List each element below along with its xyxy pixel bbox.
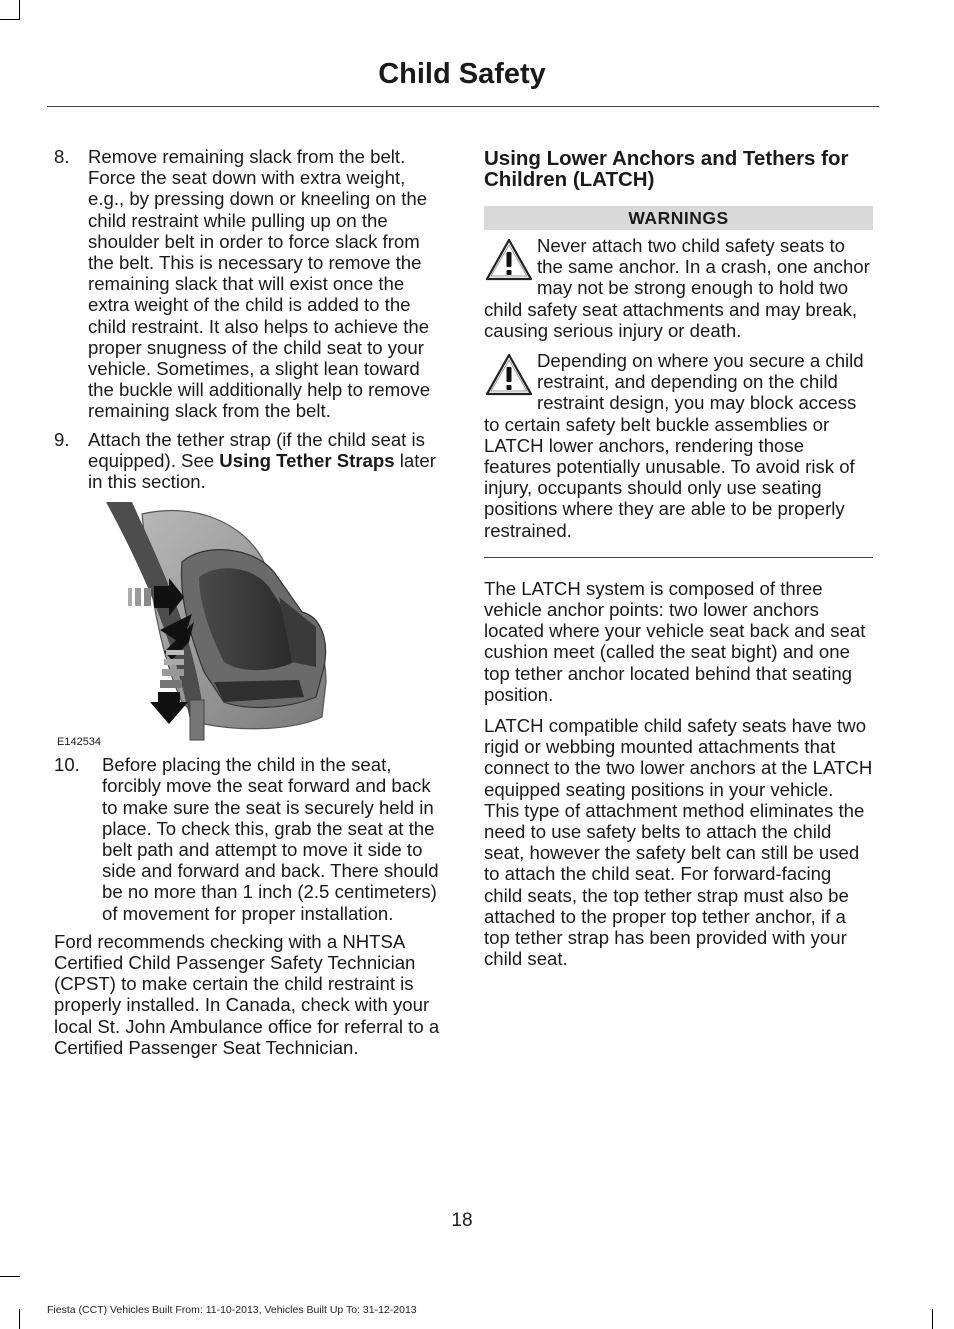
cross-reference-link[interactable]: Using Tether Straps xyxy=(219,449,395,471)
child-seat-drawing xyxy=(54,502,446,744)
latch-paragraph: The LATCH system is composed of three vehicle anchor points: two lower anchors located where your vehicle seat back and seat cushion meet (called the seat bight) and one top tether anchor located behind that seating position. xyxy=(484,577,866,705)
list-text: Attach the tether strap (if the child seat is equipped). See xyxy=(88,428,425,471)
title-divider xyxy=(47,106,879,107)
figure-id: E142534 xyxy=(57,736,102,749)
footer-text: Fiesta (CCT) Vehicles Built From: 11-10-2013, Vehicles Built Up To: 31-12-2013 xyxy=(47,1304,417,1316)
crop-mark xyxy=(19,1309,20,1329)
right-column xyxy=(484,146,873,970)
warning-text: Depending on where you secure a child restraint, and depending on the child restraint design, you may block access to certain safety belt buckle assemblies or LATCH lower anchors, rendering those features potentially unusable. To avoid risk of injury, occupants should only use seating positions where they are able to be properly restrained. xyxy=(484,350,864,541)
warning-triangle-icon xyxy=(484,237,534,283)
warning-item xyxy=(484,350,873,541)
list-text: Remove remaining slack from the belt. Force the seat down with extra weight, e.g., by pressing down or kneeling on the child restraint while pulling up on the shoulder belt in order to force slack from the belt. This is necessary to remove the remaining slack that will exist once the extra weight of the child is added to the child restraint. It also helps to achieve the proper snugness of the child seat to your vehicle. Sometimes, a slight lean toward the buckle will additionally help to remove remaining slack from the belt. xyxy=(88,146,431,422)
warnings-divider xyxy=(484,557,873,558)
crop-mark xyxy=(0,1276,20,1277)
list-item-9 xyxy=(54,429,446,493)
warning-item xyxy=(484,235,873,341)
crop-mark xyxy=(19,0,20,20)
page-title: Child Safety xyxy=(378,58,546,90)
cpst-paragraph: Ford recommends checking with a NHTSA Certified Child Passenger Safety Technician (CPST) to make certain the child restraint is properly installed. In Canada, check with your local St. John Ambulance office for referral to a Certified Passenger Seat Technician. xyxy=(54,930,440,1058)
warnings-header: WARNINGS xyxy=(484,206,873,230)
crop-mark xyxy=(0,19,20,20)
warning-triangle-icon xyxy=(484,352,534,398)
list-number: 10. xyxy=(54,754,80,776)
page-number: 18 xyxy=(451,1210,473,1231)
latch-paragraph: LATCH compatible child safety seats have two rigid or webbing mounted attachments that connect to the two lower anchors at the LATCH equipped seating positions in your vehicle. This type of attachment method eliminates the need to use safety belts to attach the child seat, however the safety belt can still be used to attach the child seat. For forward-facing child seats, the top tether strap must also be attached to the proper top tether anchor, if a top tether strap has been provided with your child seat. xyxy=(484,715,873,970)
list-text: later in this section. xyxy=(88,449,436,493)
child-seat-illustration xyxy=(54,502,446,749)
list-number: 9. xyxy=(54,428,70,450)
list-number: 8. xyxy=(54,146,70,167)
left-column xyxy=(54,146,446,1058)
list-item-10 xyxy=(54,754,446,924)
warning-text: Never attach two child safety seats to the same anchor. In a crash, one anchor may not be strong enough to hold two child safety seat attachments and may break, causing serious injury or death. xyxy=(484,235,870,341)
list-text: Before placing the child in the seat, forcibly move the seat forward and back to make sure the seat is securely held in place. To check this, grab the seat at the belt path and attempt to move it side to side and forward and back. There should be no more than 1 inch (2.5 centimeters) of movement for proper installation. xyxy=(102,754,439,924)
section-heading: Using Lower Anchors and Tethers for Children (LATCH) xyxy=(484,147,849,191)
crop-mark xyxy=(932,1309,933,1329)
list-item-8 xyxy=(54,146,446,422)
